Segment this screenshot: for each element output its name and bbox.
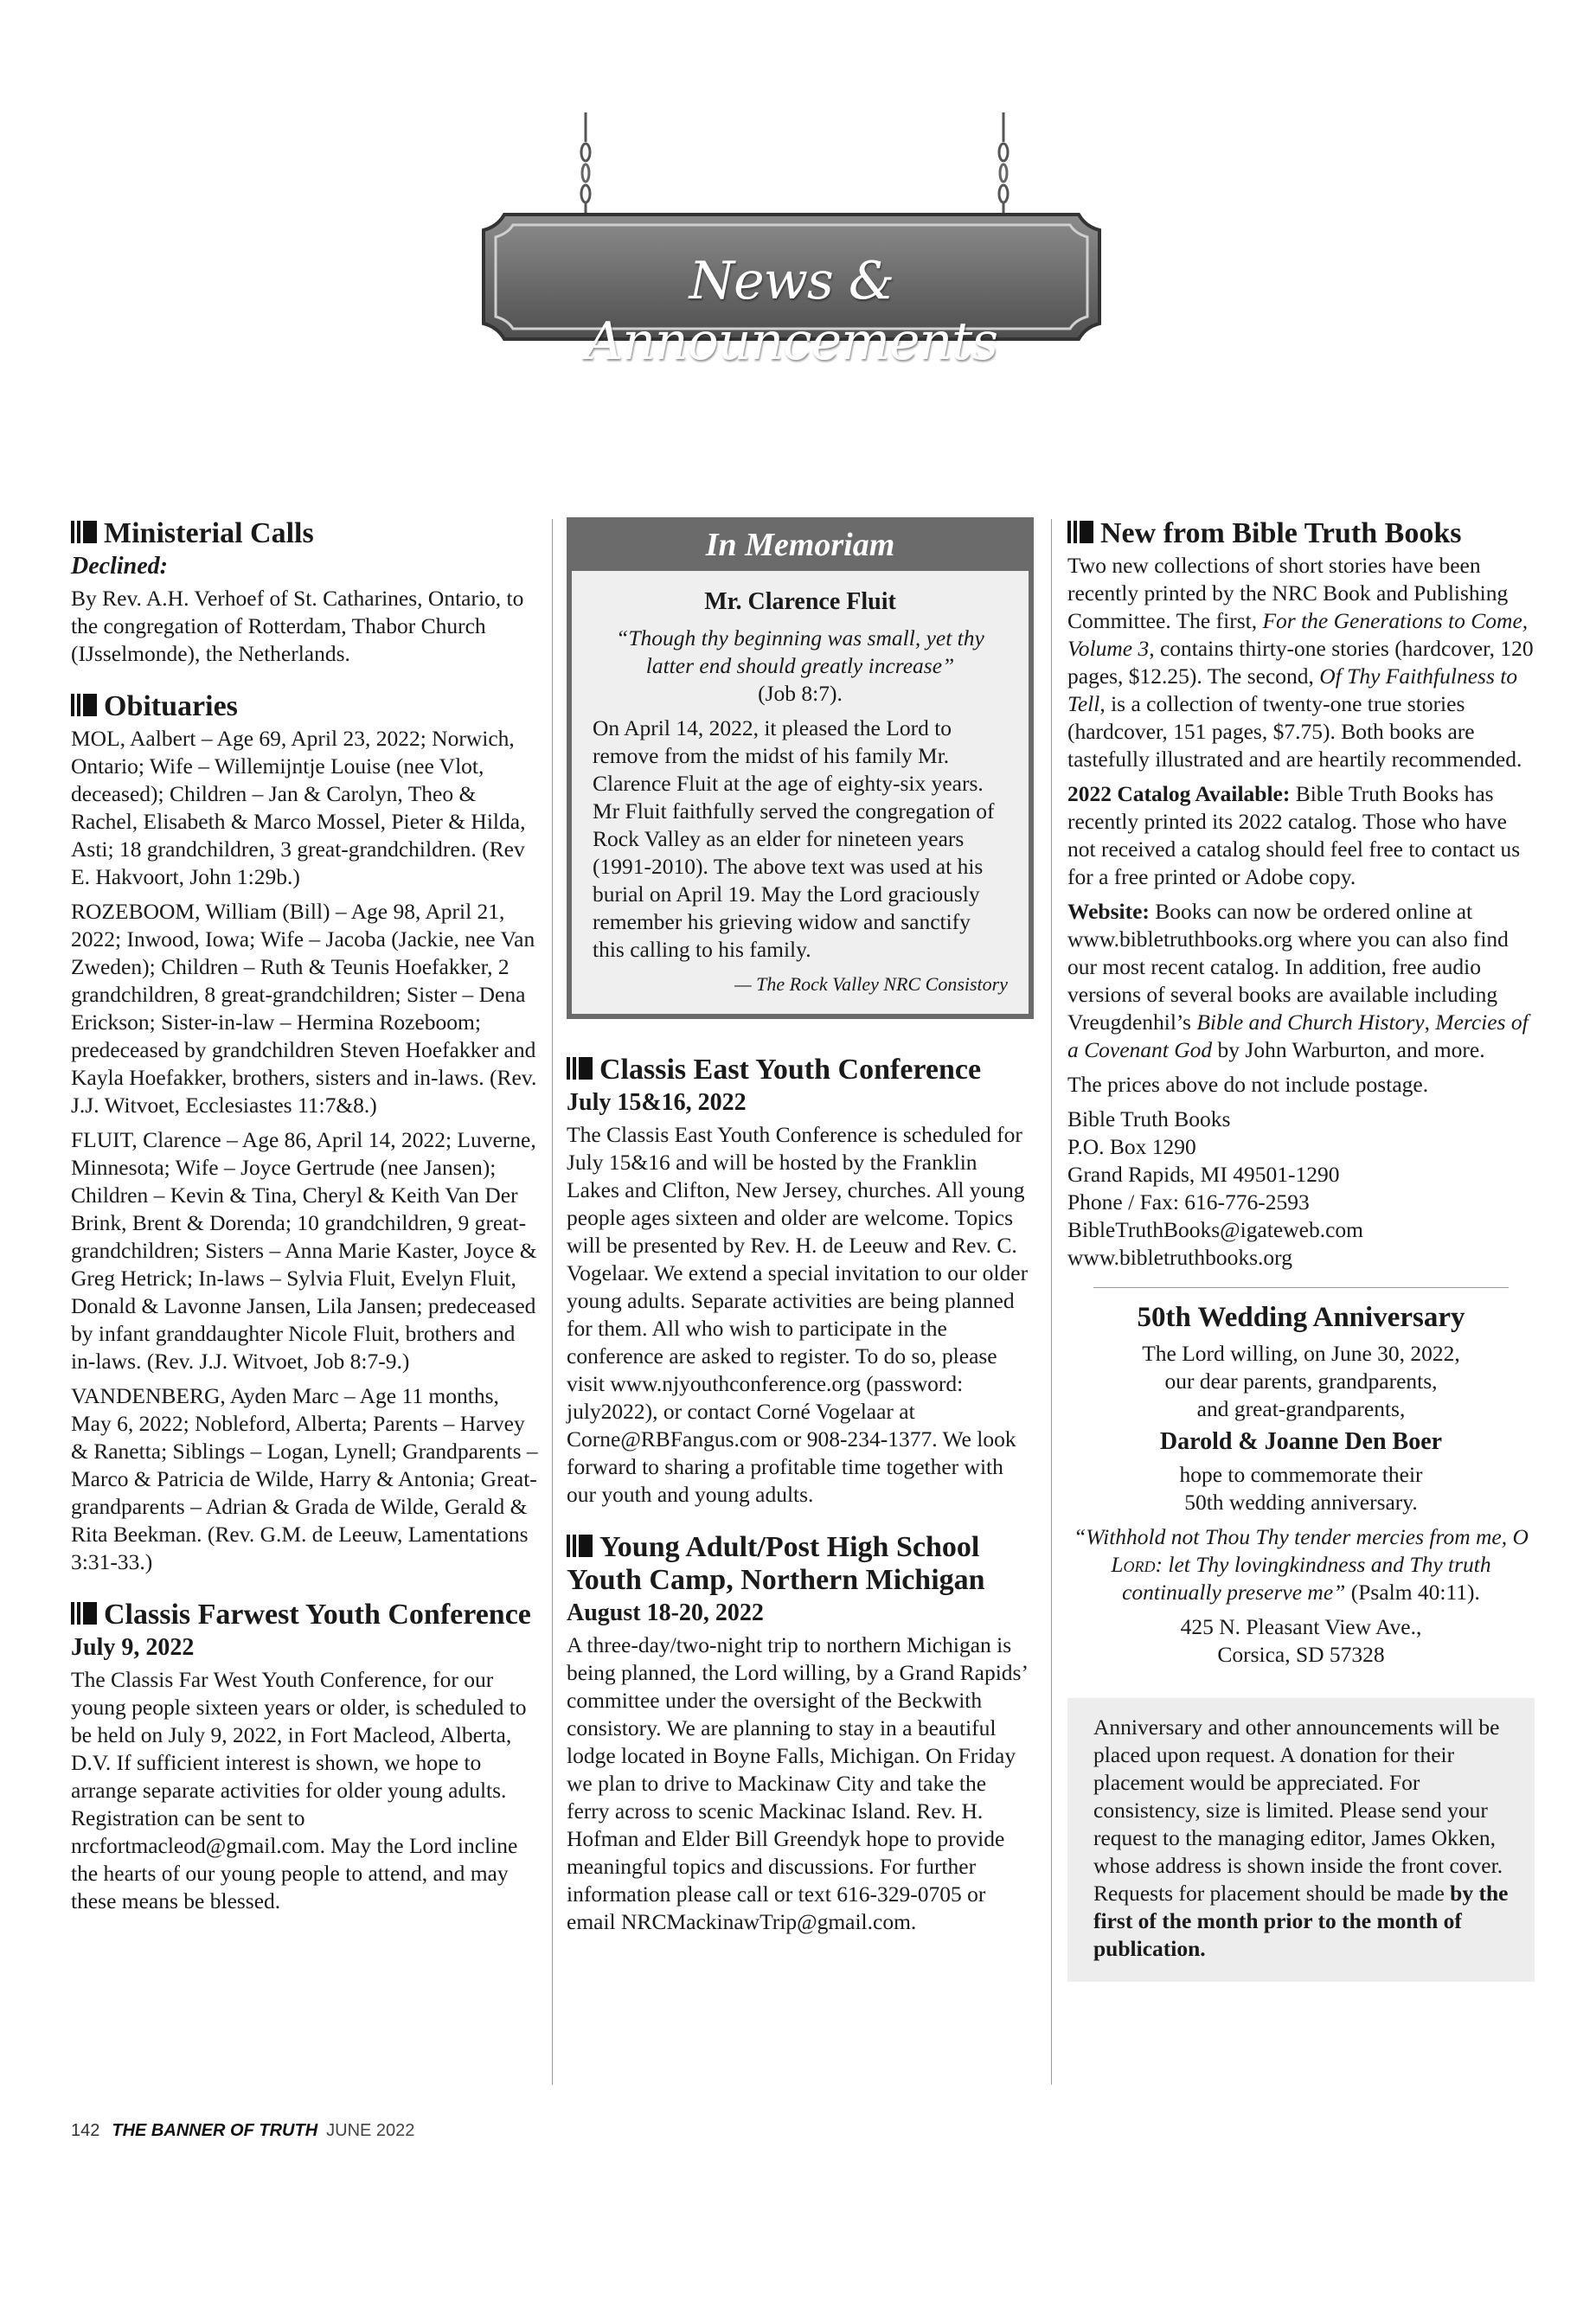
obituary-entry: MOL, Aalbert – Age 69, April 23, 2022; Norwich, Ontario; Wife – Willemijntje Louise (nee Vlot, deceased); Children – Jan & Carolyn, Theo & Rachel, Elisabeth & Marco Mossel, Pieter & Hilda, Asti; 18 grandchildren, 3 great-grandchildren. (Rev E. Hakvoort, John 1:29b.) <box>71 726 526 889</box>
books-intro: Two new collections of short stories have been recently printed by the NRC Book and Publishing Committee. The first, For the Generations to Come, Volume 3, contains thirty-one stories (hardcover, 120 pages, $12.25). The second, Of Thy Faithfulness to Tell, is a collection of twenty-one true stories (hardcover, 151 pages, $7.75). Both books are tastefully illustrated and are heartily recommended. <box>1067 553 1534 772</box>
youth-camp-text: A three-day/two-night trip to northern Michigan is being planned, the Lord willing, by a Grand Rapids’ committee under the oversight of the Beckwith consistory. We are planning to stay in a beautiful lodge located in Boyne Falls, Michigan. On Friday we plan to drive to Mackinaw City and take the ferry across to scenic Mackinac Island. Rev. H. Hofman and Elder Bill Greendyk hope to provide meaningful topics and discussions. For further information please call or text 616-329-0705 or email NRCMackinawTrip@gmail.com. <box>567 1632 1028 1934</box>
page-footer <box>71 2121 414 2141</box>
obituaries-heading: Obituaries <box>71 690 538 723</box>
anniversary-names: Darold & Joanne Den Boer <box>1159 1428 1443 1455</box>
east-conference-heading: Classis East Youth Conference <box>567 1054 1034 1086</box>
section-marker-icon <box>71 694 97 716</box>
page-title: News & Announcements <box>585 251 998 372</box>
column-middle <box>567 517 1034 1943</box>
bible-truth-books-heading: New from Bible Truth Books <box>1067 517 1535 550</box>
ministerial-text: By Rev. A.H. Verhoef of St. Catharines, Ontario, to the congregation of Rotterdam, Thabor Church (IJsselmonde), the Netherlands. <box>71 586 524 666</box>
farwest-text: The Classis Far West Youth Conference, for our young people sixteen years or older, is scheduled to be held on July 9, 2022, in Fort Macleod, Alberta, D.V. If sufficient interest is shown, we hope to arrange separate activities for older young adults. Registration can be sent to nrcfortmacleod@gmail.com. May the Lord incline the hearts of our young people to attend, and may these means be blessed. <box>71 1667 527 1913</box>
obituary-entry: ROZEBOOM, William (Bill) – Age 98, April 21, 2022; Inwood, Iowa; Wife – Jacoba (Jackie, nee Van Zweden); Children – Ruth & Teunis Hoefakker, 2 grandchildren, 8 great-grandchildren; Sister – Dena Erickson; Sister-in-law – Hermina Rozeboom; predeceased by grandchildren Steven Hoefakker and Kayla Hoefakker, brothers, sisters and in-laws. (Rev. J.J. Witvoet, Ecclesiastes 11:7&8.) <box>71 899 537 1118</box>
memoriam-reference: (Job 8:7). <box>758 681 843 706</box>
farwest-date: July 9, 2022 <box>71 1634 195 1661</box>
section-marker-icon <box>1067 521 1093 543</box>
memoriam-text: On April 14, 2022, it pleased the Lord to remove from the midst of his family Mr. Clarence Fluit at the age of eighty-six years. Mr Fluit faithfully served the congregation of Rock Valley as an elder for nineteen years (1991-2010). The above text was used at his burial on April 19. May the Lord graciously remember his grieving widow and sanctify this calling to his family. <box>593 715 995 962</box>
farwest-heading: Classis Farwest Youth Conference <box>71 1599 538 1631</box>
column-left <box>71 517 538 1922</box>
youth-camp-heading: Young Adult/Post High School Youth Camp, Northern Michigan <box>567 1531 985 1596</box>
chain-left-icon <box>580 112 592 223</box>
memoriam-quote: “Though thy beginning was small, yet thy latter end should greatly increase” <box>616 625 984 678</box>
memoriam-box <box>567 517 1034 1019</box>
section-divider <box>1093 1287 1509 1288</box>
website-paragraph: Website: Books can now be ordered online at www.bibletruthbooks.org where you can also find our most recent catalog. In addition, free audio versions of several books are available including Vreugdenhil’s Bible and Church History, Mercies of a Covenant God by John Warburton, and more. <box>1067 899 1529 1062</box>
catalog-paragraph: 2022 Catalog Available: Bible Truth Books has recently printed its 2022 catalog. Those who have not received a catalog should feel free to contact us for a free printed or Adobe copy. <box>1067 781 1521 889</box>
header-sign <box>480 112 1103 372</box>
column-right <box>1067 517 1535 1982</box>
publication-name: THE BANNER OF TRUTH <box>112 2121 318 2140</box>
section-marker-icon <box>567 1057 593 1080</box>
section-marker-icon <box>71 521 97 543</box>
column-divider <box>552 519 553 2085</box>
east-conference-text: The Classis East Youth Conference is scheduled for July 15&16 and will be hosted by the Franklin Lakes and Clifton, New Jersey, churches. All young people ages sixteen and older are welcome. Topics will be presented by Rev. H. de Leeuw and Rev. C. Vogelaar. We extend a special invitation to our older young adults. Separate activities are being planned for them. All who wish to participate in the conference are asked to register. To do so, please visit www.njyouthconference.org (password: july2022), or contact Corné Vogelaar at Corne@RBFangus.com or 908-234-1377. We look forward to sharing a profitable time together with our youth and young adults. <box>567 1122 1029 1507</box>
section-marker-icon <box>71 1602 97 1625</box>
memoriam-signature: — The Rock Valley NRC Consistory <box>734 973 1008 995</box>
obituary-entry: VANDENBERG, Ayden Marc – Age 11 months, May 6, 2022; Nobleford, Alberta; Parents – Harvey & Ranetta; Siblings – Logan, Lynell; Grandparents – Marco & Patricia de Wilde, Harry & Antonia; Great-grandparents – Adrian & Grada de Wilde, Gerald & Rita Beekman. (Rev. G.M. de Leeuw, Lamentations 3:31-33.) <box>71 1383 538 1574</box>
east-conference-date: July 15&16, 2022 <box>567 1089 747 1116</box>
anniversary-heading: 50th Wedding Anniversary <box>1137 1302 1465 1333</box>
memoriam-heading: In Memoriam <box>572 522 1029 571</box>
page-number: 142 <box>71 2121 100 2140</box>
books-address: Bible Truth Books P.O. Box 1290 Grand Rapids, MI 49501-1290 Phone / Fax: 616-776-2593 BibleTruthBooks@igateweb.com www.bibletruthbooks.org <box>1067 1106 1363 1270</box>
declined-label: Declined: <box>71 553 168 580</box>
prices-note: The prices above do not include postage. <box>1067 1072 1429 1097</box>
youth-camp-date: August 18-20, 2022 <box>567 1599 764 1626</box>
section-marker-icon <box>567 1535 593 1557</box>
placement-notice: Anniversary and other announcements will be placed upon request. A donation for their placement would be appreciated. For consistency, size is limited. Please send your request to the managing editor, James Okken, whose address is shown inside the front cover. Requests for placement should be made by the first of the month prior to the month of publication. <box>1067 1698 1535 1982</box>
anniversary-announcement: 50th Wedding Anniversary The Lord willing, on June 30, 2022, our dear parents, grandparents, and great-grandparents, Darold & Joanne Den Boer hope to commemorate their 50th wedding anniversary. “Withhold not Thou Thy tender mercies from me, O Lord: let Thy lovingkindness and Thy truth continually preserve me” (Psalm 40:11). 425 N. Pleasant View Ave., Corsica, SD 57328 <box>1067 1300 1535 1669</box>
anniversary-quote: “Withhold not Thou Thy tender mercies from me, O Lord: let Thy lovingkindness and Thy truth continually preserve me” (Psalm 40:11). <box>1074 1524 1529 1605</box>
column-divider <box>1051 519 1052 2085</box>
obituary-entry: FLUIT, Clarence – Age 86, April 14, 2022; Luverne, Minnesota; Wife – Joyce Gertrude (nee Jansen); Children – Kevin & Tina, Cheryl & Keith Van Der Brink, Brent & Dorenda; 10 grandchildren, 9 great-grandchildren; Sisters – Anna Marie Kaster, Joyce & Greg Hetrick; In-laws – Sylvia Fluit, Evelyn Fluit, Donald & Lavonne Jansen, Lila Jansen; predeceased by infant granddaughter Nicole Fluit, brothers and in-laws. (Rev. J.J. Witvoet, Job 8:7-9.) <box>71 1127 537 1374</box>
issue-date: JUNE 2022 <box>326 2121 415 2140</box>
memoriam-name: Mr. Clarence Fluit <box>704 588 896 615</box>
ministerial-calls-heading: Ministerial Calls <box>71 517 538 550</box>
chain-right-icon <box>997 112 1010 223</box>
